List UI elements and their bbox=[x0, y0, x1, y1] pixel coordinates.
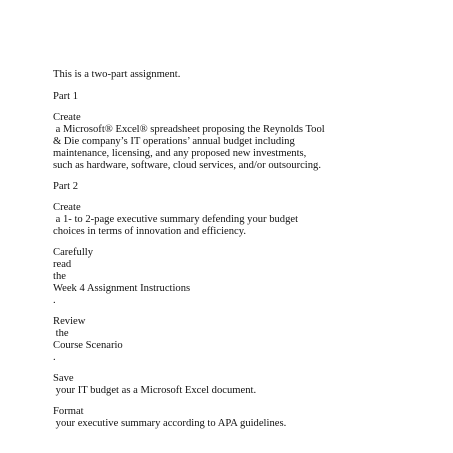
instruction-line: Week 4 Assignment Instructions bbox=[53, 283, 191, 294]
instruction-line: read bbox=[53, 259, 72, 270]
part-1-body-line: & Die company’s IT operations’ annual budget including bbox=[53, 136, 295, 147]
instruction-line: Format bbox=[53, 406, 84, 417]
instruction-line: Save bbox=[53, 373, 74, 384]
create-label: Create bbox=[53, 202, 81, 213]
instruction-line: your IT budget as a Microsoft Excel document. bbox=[53, 385, 257, 396]
instruction-line: . bbox=[53, 295, 56, 306]
part-1-body-line: maintenance, licensing, and any proposed new investments, bbox=[53, 148, 307, 159]
part-1-body-line: such as hardware, software, cloud services, and/or outsourcing. bbox=[53, 160, 321, 171]
instruction-line: Course Scenario bbox=[53, 340, 123, 351]
intro-text: This is a two-part assignment. bbox=[53, 69, 181, 80]
part-2-heading: Part 2 bbox=[53, 181, 79, 192]
instruction-line: Carefully bbox=[53, 247, 94, 258]
part-2-body-line: choices in terms of innovation and efficiency. bbox=[53, 226, 246, 237]
part-1-body-line: a Microsoft® Excel® spreadsheet proposing the Reynolds Tool bbox=[53, 124, 325, 135]
instruction-line: the bbox=[53, 271, 66, 282]
part-2-body-line: a 1- to 2-page executive summary defending your budget bbox=[53, 214, 299, 225]
instruction-line: . bbox=[53, 352, 56, 363]
instruction-line: Review bbox=[53, 316, 86, 327]
part-1-heading: Part 1 bbox=[53, 91, 79, 102]
instruction-line: the bbox=[53, 328, 69, 339]
create-label: Create bbox=[53, 112, 81, 123]
instruction-line: your executive summary according to APA guidelines. bbox=[53, 418, 287, 429]
